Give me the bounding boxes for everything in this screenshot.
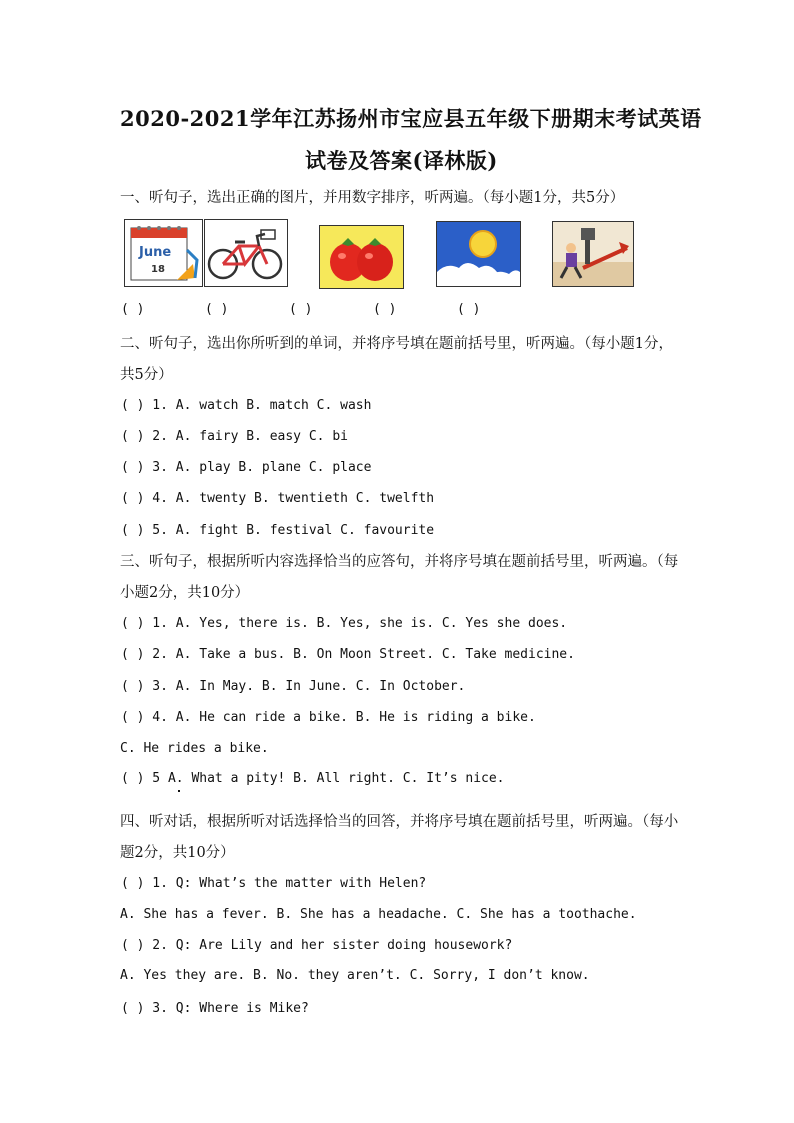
section4-heading: 四、听对话，根据所听对话选择恰当的回答，并将序号填在题前括号里，听两遍。（每小 xyxy=(120,814,679,830)
section3-heading-cont: 小题2分，共10分） xyxy=(120,585,250,601)
answer-bracket-3[interactable]: ( ) xyxy=(289,302,313,317)
bicycle-icon xyxy=(204,219,288,287)
answer-bracket-5[interactable]: ( ) xyxy=(457,302,481,317)
question-line: A. She has a fever. B. She has a headache. C. She has a toothache. xyxy=(120,907,637,922)
road-sign-icon xyxy=(552,221,634,287)
question-line: ( ) 2. A. Take a bus. B. On Moon Street. C. Take medicine. xyxy=(121,647,575,662)
document-title-line2: 试卷及答案(译林版) xyxy=(305,148,498,173)
question-line: ( ) 5. A. fight B. festival C. favourite xyxy=(121,523,435,538)
question-line: ( ) 3. Q: Where is Mike? xyxy=(121,1001,309,1016)
tomatoes-icon xyxy=(319,225,404,289)
question-line: ( ) 1. A. Yes, there is. B. Yes, she is. C. Yes she does. xyxy=(121,616,568,631)
question-line: ( ) 3. A. play B. plane C. place xyxy=(121,460,372,475)
answer-bracket-1[interactable]: ( ) xyxy=(121,302,145,317)
section2-heading-cont: 共5分） xyxy=(120,367,173,383)
sun-icon xyxy=(436,221,521,287)
question-line: ( ) 1. Q: What’s the matter with Helen? xyxy=(121,876,427,891)
section4-heading-cont: 题2分，共10分） xyxy=(120,845,235,861)
question-line: A. Yes they are. B. No. they aren’t. C. Sorry, I don’t know. xyxy=(120,968,590,983)
answer-bracket-4[interactable]: ( ) xyxy=(373,302,397,317)
question-line: ( ) 2. A. fairy B. easy C. bi xyxy=(121,429,348,444)
question-line: ( ) 3. A. In May. B. In June. C. In October. xyxy=(121,679,466,694)
question-line: ( ) 4. A. twenty B. twentieth C. twelfth xyxy=(121,491,435,506)
calendar-icon xyxy=(124,219,203,287)
calendar-month-text: June xyxy=(139,245,172,260)
section1-heading: 一、听句子，选出正确的图片，并用数字排序，听两遍。（每小题1分，共5分） xyxy=(120,190,625,206)
question-line: ( ) 5 A. What a pity! B. All right. C. It’s nice. xyxy=(121,771,505,786)
document-title-line1: 2020-2021学年江苏扬州市宝应县五年级下册期末考试英语 xyxy=(120,106,702,131)
question-line: C. He rides a bike. xyxy=(120,741,269,756)
section3-heading: 三、听句子，根据所听内容选择恰当的应答句，并将序号填在题前括号里，听两遍。（每 xyxy=(120,554,679,570)
calendar-day-text: 18 xyxy=(151,264,165,275)
answer-bracket-2[interactable]: ( ) xyxy=(205,302,229,317)
section2-heading: 二、听句子，选出你所听到的单词，并将序号填在题前括号里，听两遍。（每小题1分， xyxy=(120,336,673,352)
question-line: ( ) 2. Q: Are Lily and her sister doing housework? xyxy=(121,938,513,953)
question-line: ( ) 1. A. watch B. match C. wash xyxy=(121,398,372,413)
question-line: ( ) 4. A. He can ride a bike. B. He is riding a bike. xyxy=(121,710,536,725)
stray-dot xyxy=(178,790,180,792)
